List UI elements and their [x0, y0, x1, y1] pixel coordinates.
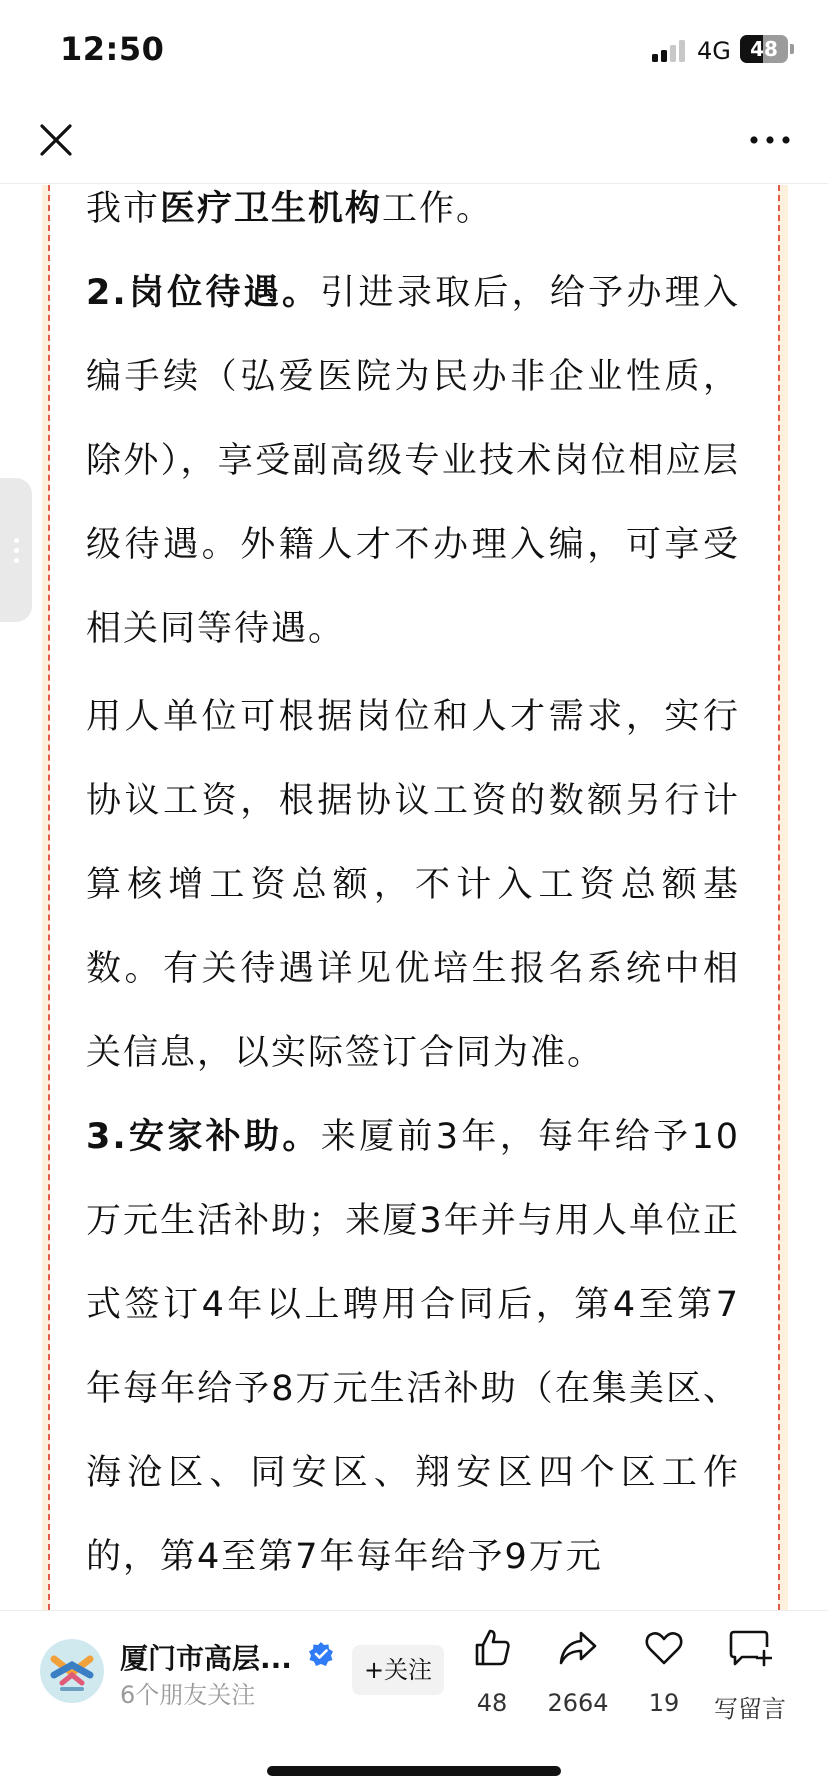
article-paragraph [86, 1095, 740, 1599]
share-button[interactable] [528, 1627, 628, 1727]
signal-icon [652, 40, 686, 62]
home-indicator [267, 1766, 561, 1776]
comment-button[interactable] [700, 1627, 800, 1727]
friends-following-text: 6个朋友关注 [120, 1681, 256, 1709]
close-icon[interactable] [32, 116, 80, 164]
share-arrow-icon [557, 1627, 599, 1669]
verified-badge-icon [308, 1641, 334, 1667]
body-text: 工作。 [382, 189, 494, 229]
battery-cap [790, 44, 794, 54]
bottom-action-bar [0, 1610, 828, 1792]
body-text: 引进录取后，给予办理入编手续（弘爱医院为民办非企业性质，除外），享受副高级专业技术岗位相应层级待遇。外籍人才不办理入编，可享受相关同等待遇。 [86, 273, 740, 649]
like-button[interactable] [442, 1627, 542, 1727]
comment-label: 写留言 [714, 1695, 786, 1723]
body-text: 来厦前3年，每年给予10万元生活补助；来厦3年并与用人单位正式签订4年以上聘用合同后，第4至第7年每年给予8万元生活补助（在集美区、海沧区、同安区、翔安区四个区工作的，第4至第7年每年给予9万元 [86, 1117, 740, 1577]
account-avatar[interactable] [40, 1639, 104, 1703]
article-paragraph [86, 185, 740, 251]
like-count: 48 [476, 1689, 508, 1717]
account-name[interactable]: 厦门市高层... [120, 1642, 292, 1675]
favorite-count: 19 [648, 1689, 680, 1717]
frame-border-left [42, 185, 50, 1610]
article-paragraph [86, 675, 740, 1095]
status-bar [0, 0, 828, 100]
body-text: 我市 [86, 189, 161, 229]
article-content [86, 185, 740, 1599]
battery-level: 48 [750, 37, 778, 61]
follow-button[interactable]: +关注 [352, 1645, 444, 1695]
share-count: 2664 [547, 1689, 609, 1717]
network-type: 4G [697, 37, 731, 65]
nav-bar [0, 100, 828, 184]
frame-border-right [778, 185, 788, 1610]
heart-icon [643, 1627, 685, 1669]
article-body [0, 185, 828, 1610]
status-time: 12:50 [60, 30, 165, 68]
favorite-button[interactable] [614, 1627, 714, 1727]
more-dots-icon[interactable] [746, 124, 794, 156]
battery-icon [740, 35, 788, 63]
thumbs-up-icon [471, 1627, 513, 1669]
body-text: 用人单位可根据岗位和人才需求，实行协议工资，根据协议工资的数额另行计算核增工资总额，不计入工资总额基数。有关待遇详见优培生报名系统中相关信息，以实际签订合同为准。 [86, 697, 740, 1073]
comment-add-icon [728, 1627, 772, 1669]
bold-text: 2.岗位待遇。 [86, 273, 321, 313]
side-drawer-handle[interactable] [0, 478, 32, 622]
article-paragraph [86, 251, 740, 671]
bold-text: 3.安家补助。 [86, 1117, 321, 1157]
bold-text: 医疗卫生机构 [160, 189, 383, 229]
